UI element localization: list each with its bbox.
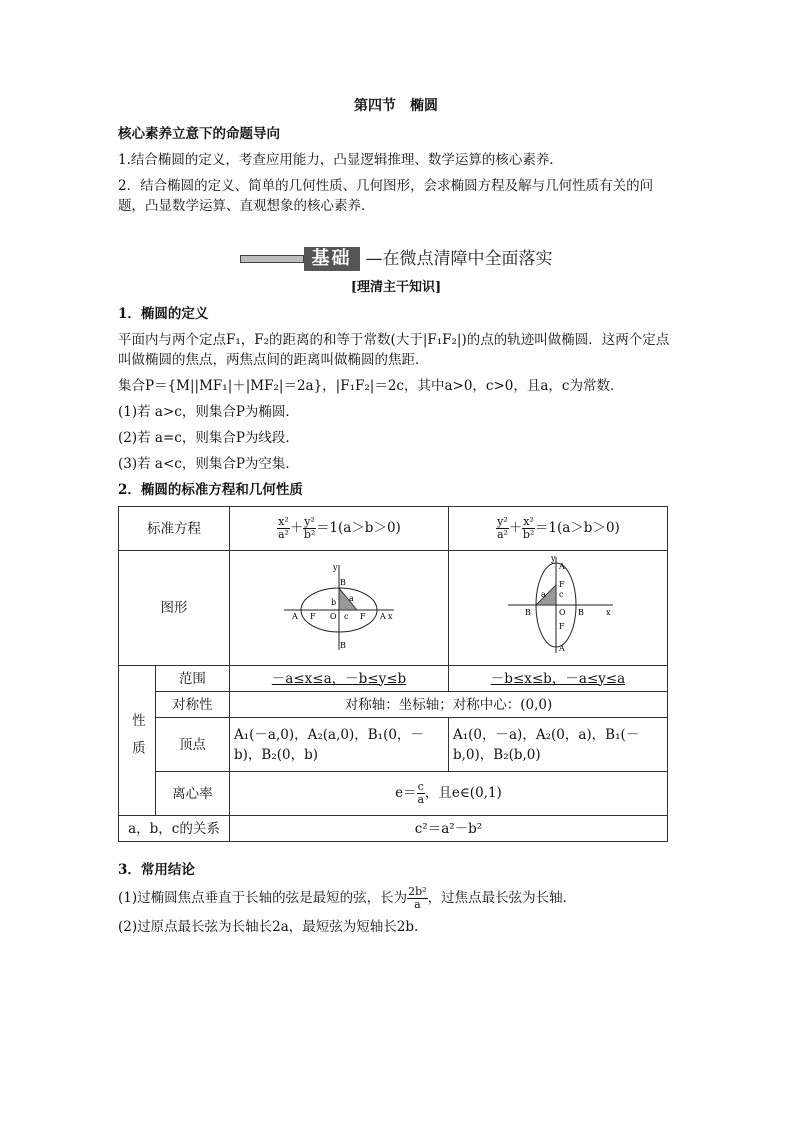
range-vertical: －b≤x≤b，－a≤y≤a bbox=[448, 666, 667, 692]
svg-text:A: A bbox=[558, 562, 565, 571]
range-horizontal: －a≤x≤a，－b≤y≤b bbox=[229, 666, 448, 692]
row-eccentricity-label: 离心率 bbox=[155, 772, 229, 816]
section2-heading: 2．椭圆的标准方程和几何性质 bbox=[118, 482, 303, 498]
banner-label: 基础 bbox=[304, 247, 360, 271]
svg-text:c: c bbox=[343, 612, 349, 621]
vertex-horizontal: A₁(－a,0)，A₂(a,0)，B₁(0，－b)，B₂(0，b) bbox=[229, 718, 448, 772]
row-range-label: 范围 bbox=[155, 666, 229, 692]
eccentricity-value bbox=[229, 772, 667, 816]
svg-text:A: A bbox=[379, 612, 386, 621]
banner-bar-decoration bbox=[240, 255, 304, 263]
banner-text: —在微点清障中全面落实 bbox=[365, 249, 553, 269]
svg-text:F: F bbox=[309, 612, 316, 621]
guide-item-2: 2．结合椭圆的定义、简单的几何性质、几何图形，会求椭圆方程及解与几何性质有关的问题，凸显数学运算、直观想象的核心素养． bbox=[118, 178, 654, 214]
svg-text:A: A bbox=[558, 644, 565, 653]
svg-text:O: O bbox=[558, 608, 566, 617]
section1-heading: 1．椭圆的定义 bbox=[118, 306, 209, 322]
svg-text:a: a bbox=[348, 594, 354, 603]
svg-text:B: B bbox=[339, 641, 346, 650]
row-vertex-label: 顶点 bbox=[155, 718, 229, 772]
symmetry-value: 对称轴：坐标轴；对称中心：(0,0) bbox=[229, 692, 667, 718]
figure-vertical-ellipse bbox=[448, 551, 667, 666]
conclusion-2: (2)过原点最长弦为长轴长2a，最短弦为短轴长2b. bbox=[118, 919, 419, 935]
svg-text:b: b bbox=[330, 598, 337, 607]
condition-2: (2)若 a=c，则集合P为线段． bbox=[118, 430, 299, 446]
svg-text:F: F bbox=[359, 612, 366, 621]
svg-text:x: x bbox=[387, 612, 393, 621]
header-standard-equation: 标准方程 bbox=[119, 507, 230, 551]
svg-text:O: O bbox=[329, 612, 337, 621]
guide-heading: 核心素养立意下的命题导向 bbox=[118, 126, 280, 142]
svg-text:F: F bbox=[558, 622, 565, 631]
conclusion-1-pre: (1)过椭圆焦点垂直于长轴的弦是最短的弦，长为 bbox=[118, 890, 408, 906]
svg-text:x: x bbox=[605, 608, 611, 617]
svg-text:y: y bbox=[332, 563, 338, 572]
svg-text:a: a bbox=[540, 590, 546, 599]
page-title: 第四节 椭圆 bbox=[354, 98, 438, 114]
eccentricity-prefix: e＝ bbox=[395, 785, 417, 801]
eccentricity-denominator: a bbox=[417, 793, 425, 806]
row-symmetry-label: 对称性 bbox=[155, 692, 229, 718]
section3-heading: 3．常用结论 bbox=[118, 862, 195, 878]
equation-horizontal: $\frac{\text{x²}}{\text{a²}}$ ＋ $\frac{\text{y²}}{\text{b²}}$ ＝1(a＞b＞0) bbox=[229, 507, 448, 551]
svg-text:B: B bbox=[339, 578, 346, 587]
vertex-vertical: A₁(0，－a)，A₂(0，a)，B₁(－b,0)，B₂(b,0) bbox=[448, 718, 667, 772]
subheading: [理清主干知识] bbox=[350, 280, 442, 295]
eccentricity-tail: ，且e∈(0,1) bbox=[424, 785, 502, 801]
condition-3: (3)若 a<c，则集合P为空集． bbox=[118, 456, 299, 472]
svg-text:y: y bbox=[550, 554, 556, 563]
definition-paragraph: 平面内与两个定点F₁，F₂的距离的和等于常数(大于|F₁F₂|)的点的轨迹叫做椭圆．这两个定点叫做椭圆的焦点，两焦点间的距离叫做椭圆的焦距． bbox=[118, 332, 670, 368]
set-definition: 集合P＝{M||MF₁|＋|MF₂|＝2a}，|F₁F₂|＝2c，其中a>0，c>0，且a，c为常数． bbox=[118, 378, 624, 394]
figure-horizontal-ellipse bbox=[229, 551, 448, 666]
guide-item-1: 1.结合椭圆的定义，考查应用能力，凸显逻辑推理、数学运算的核心素养． bbox=[118, 152, 563, 168]
conclusion-1-denominator: a bbox=[414, 898, 421, 911]
properties-table bbox=[118, 506, 668, 842]
equation-vertical: $\frac{\text{y²}}{\text{a²}}$ ＋ $\frac{\text{x²}}{\text{b²}}$ ＝1(a＞b＞0) bbox=[448, 507, 667, 551]
svg-text:A: A bbox=[291, 612, 298, 621]
svg-text:B: B bbox=[524, 608, 531, 617]
row-relation-label: a，b，c的关系 bbox=[119, 816, 230, 842]
conclusion-1-numerator: 2b² bbox=[408, 885, 427, 898]
vertical-ellipse-diagram bbox=[453, 553, 663, 657]
equation-vertical-tail: ＝1(a＞b＞0) bbox=[534, 520, 620, 536]
header-figure: 图形 bbox=[119, 551, 230, 666]
svg-text:F: F bbox=[558, 580, 565, 589]
header-properties: 性质 bbox=[119, 666, 156, 816]
conclusion-1 bbox=[118, 886, 674, 911]
document-page bbox=[118, 96, 674, 943]
equation-horizontal-tail: ＝1(a＞b＞0) bbox=[315, 520, 401, 536]
svg-text:c: c bbox=[558, 590, 564, 599]
condition-1: (1)若 a>c，则集合P为椭圆． bbox=[118, 404, 299, 420]
section-banner bbox=[118, 246, 674, 272]
conclusion-1-post: ，过焦点最长弦为长轴． bbox=[427, 890, 577, 906]
horizontal-ellipse-diagram bbox=[234, 555, 444, 655]
eccentricity-numerator: c bbox=[417, 780, 424, 793]
svg-text:B: B bbox=[577, 608, 584, 617]
relation-value: c²＝a²－b² bbox=[229, 816, 667, 842]
